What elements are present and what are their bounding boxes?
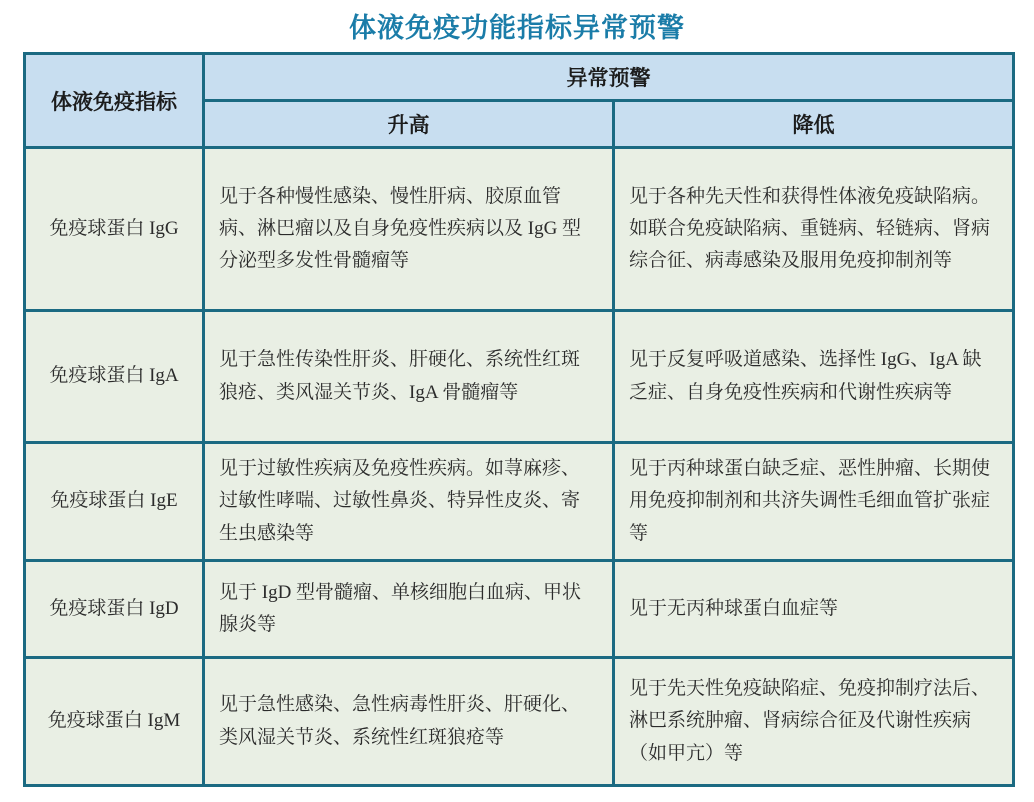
- header-cell-warning-group: 异常预警: [204, 54, 1014, 101]
- table-header: [25, 54, 1014, 148]
- elevated-cell: 见于过敏性疾病及免疫性疾病。如荨麻疹、过敏性哮喘、过敏性鼻炎、特异性皮炎、寄生虫感染等: [204, 443, 614, 561]
- decreased-cell: 见于丙种球蛋白缺乏症、恶性肿瘤、长期使用免疫抑制剂和共济失调性毛细血管扩张症等: [614, 443, 1014, 561]
- table-row-igd: [25, 561, 1014, 658]
- indicator-cell: 免疫球蛋白 IgE: [25, 443, 204, 561]
- table-row-iga: [25, 311, 1014, 443]
- indicator-cell: 免疫球蛋白 IgA: [25, 311, 204, 443]
- header-cell-decreased: 降低: [614, 101, 1014, 148]
- table-row-ige: [25, 443, 1014, 561]
- table-row-igg: [25, 148, 1014, 311]
- header-cell-elevated: 升高: [204, 101, 614, 148]
- elevated-cell: 见于急性传染性肝炎、肝硬化、系统性红斑狼疮、类风湿关节炎、IgA 骨髓瘤等: [204, 311, 614, 443]
- elevated-cell: 见于急性感染、急性病毒性肝炎、肝硬化、类风湿关节炎、系统性红斑狼疮等: [204, 658, 614, 786]
- header-cell-indicator: 体液免疫指标: [25, 54, 204, 148]
- indicator-cell: 免疫球蛋白 IgM: [25, 658, 204, 786]
- table-row-igm: [25, 658, 1014, 786]
- header-row-group: [25, 54, 1014, 101]
- decreased-cell: 见于无丙种球蛋白血症等: [614, 561, 1014, 658]
- humoral-immunity-table: [23, 52, 1015, 787]
- indicator-cell: 免疫球蛋白 IgD: [25, 561, 204, 658]
- page-title: 体液免疫功能指标异常预警: [349, 13, 685, 43]
- elevated-cell: 见于 IgD 型骨髓瘤、单核细胞白血病、甲状腺炎等: [204, 561, 614, 658]
- decreased-cell: 见于先天性免疫缺陷症、免疫抑制疗法后、淋巴系统肿瘤、肾病综合征及代谢性疾病（如甲亢）等: [614, 658, 1014, 786]
- elevated-cell: 见于各种慢性感染、慢性肝病、胶原血管病、淋巴瘤以及自身免疫性疾病以及 IgG 型分泌型多发性骨髓瘤等: [204, 148, 614, 311]
- table-body: [25, 148, 1014, 786]
- indicator-cell: 免疫球蛋白 IgG: [25, 148, 204, 311]
- decreased-cell: 见于反复呼吸道感染、选择性 IgG、IgA 缺乏症、自身免疫性疾病和代谢性疾病等: [614, 311, 1014, 443]
- decreased-cell: 见于各种先天性和获得性体液免疫缺陷病。如联合免疫缺陷病、重链病、轻链病、肾病综合征、病毒感染及服用免疫抑制剂等: [614, 148, 1014, 311]
